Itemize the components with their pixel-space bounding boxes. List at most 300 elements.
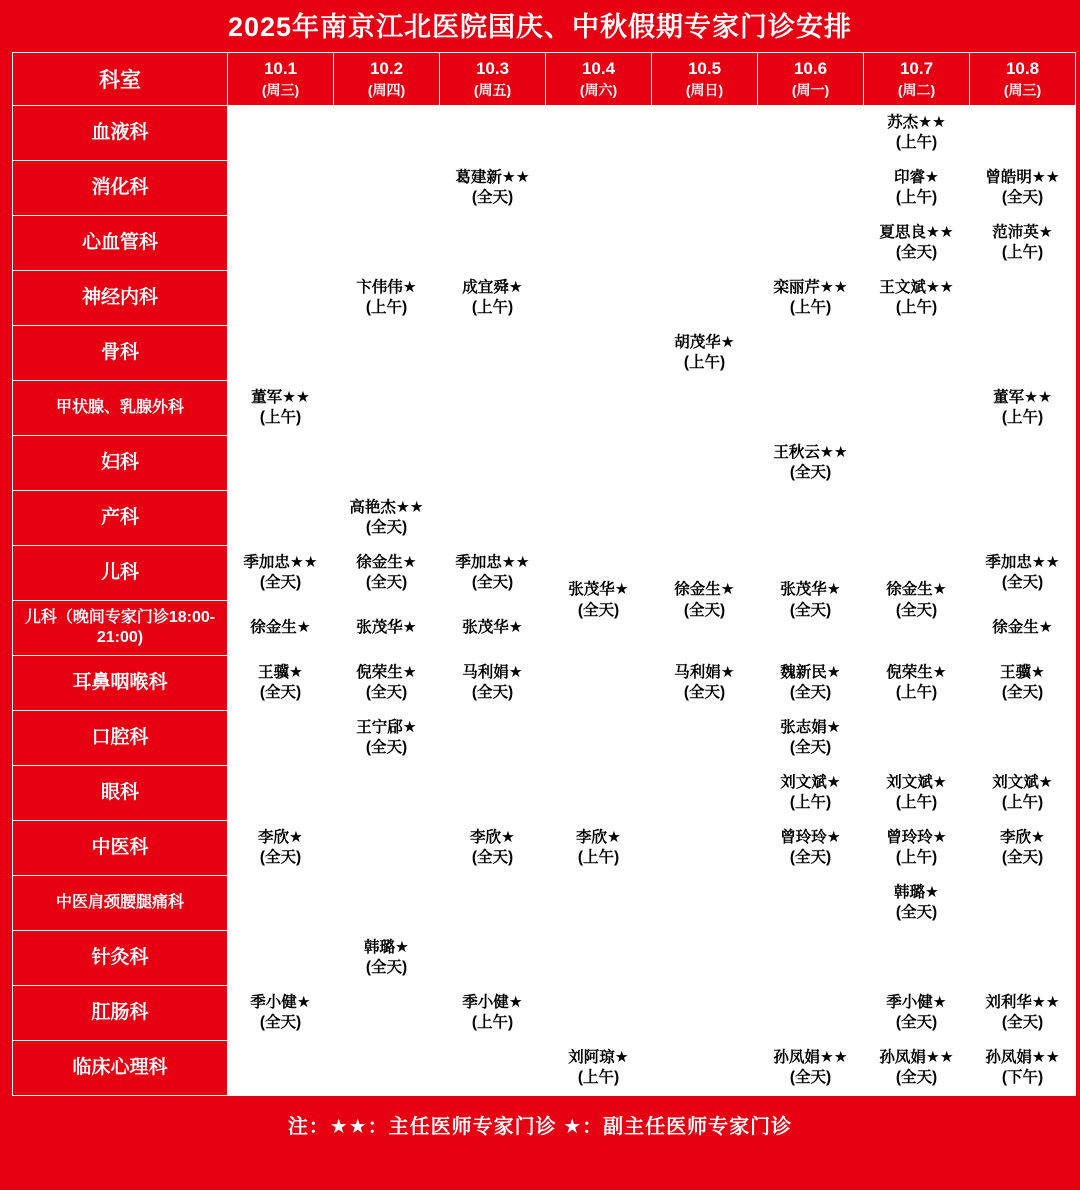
schedule-cell xyxy=(758,711,864,766)
schedule-cell xyxy=(652,271,758,326)
doctor-name: 张茂华★ xyxy=(462,618,523,636)
schedule-cell xyxy=(440,601,546,656)
session-time: (上午) xyxy=(577,849,620,866)
doctor-name: 季小健★ xyxy=(886,993,947,1011)
department-label: 中医肩颈腰腿痛科 xyxy=(13,876,228,931)
weekday-label-4: (周六) xyxy=(579,82,618,99)
schedule-cell xyxy=(970,381,1076,436)
table-row xyxy=(13,711,1076,766)
doctor-name: 夏思良★★ xyxy=(879,223,954,241)
schedule-cell xyxy=(864,546,970,656)
schedule-cell xyxy=(652,876,758,931)
schedule-cell xyxy=(970,656,1076,711)
schedule-cell xyxy=(228,931,334,986)
table-row xyxy=(13,381,1076,436)
doctor-name: 王骥★ xyxy=(1000,663,1045,681)
session-time: (上午) xyxy=(471,1014,514,1031)
session-time: (全天) xyxy=(1001,849,1044,866)
date-label-6: 10.6 xyxy=(793,59,828,79)
department-label: 儿科（晚间专家门诊18:00-21:00) xyxy=(13,601,228,656)
session-time: (上午) xyxy=(471,299,514,316)
schedule-cell xyxy=(652,711,758,766)
session-time: (全天) xyxy=(365,739,408,756)
schedule-cell xyxy=(440,546,546,601)
schedule-cell xyxy=(758,546,864,656)
department-label: 神经内科 xyxy=(13,271,228,326)
schedule-cell xyxy=(758,656,864,711)
session-time: (全天) xyxy=(471,849,514,866)
session-time: (上午) xyxy=(365,299,408,316)
department-label: 血液科 xyxy=(13,106,228,161)
schedule-cell xyxy=(652,161,758,216)
doctor-name: 季加忠★★ xyxy=(985,553,1060,571)
table-row xyxy=(13,436,1076,491)
doctor-name: 苏杰★★ xyxy=(887,113,946,131)
schedule-cell xyxy=(440,766,546,821)
session-time: (全天) xyxy=(471,684,514,701)
session-time: (全天) xyxy=(789,464,832,481)
doctor-name: 倪荣生★ xyxy=(356,663,417,681)
session-time: (上午) xyxy=(895,134,938,151)
schedule-cell xyxy=(864,986,970,1041)
table-row xyxy=(13,491,1076,546)
schedule-cell xyxy=(864,271,970,326)
schedule-cell xyxy=(970,106,1076,161)
doctor-name: 徐金生★ xyxy=(674,581,735,599)
schedule-cell xyxy=(546,216,652,271)
session-time: (全天) xyxy=(1001,189,1044,206)
weekday-label-6: (周一) xyxy=(791,82,830,99)
table-row xyxy=(13,271,1076,326)
schedule-cell xyxy=(970,326,1076,381)
doctor-name: 张志娟★ xyxy=(780,718,841,736)
schedule-cell xyxy=(758,436,864,491)
schedule-cell xyxy=(864,216,970,271)
doctor-name: 曾玲玲★ xyxy=(780,828,841,846)
column-header-date-4 xyxy=(546,53,652,106)
schedule-cell xyxy=(228,271,334,326)
schedule-cell xyxy=(440,491,546,546)
department-label: 眼科 xyxy=(13,766,228,821)
department-label: 儿科 xyxy=(13,546,228,601)
schedule-cell xyxy=(440,161,546,216)
schedule-cell xyxy=(440,271,546,326)
schedule-cell xyxy=(758,986,864,1041)
schedule-cell xyxy=(864,381,970,436)
schedule-cell xyxy=(440,106,546,161)
schedule-cell xyxy=(864,161,970,216)
schedule-cell xyxy=(228,106,334,161)
schedule-cell xyxy=(546,381,652,436)
schedule-cell xyxy=(758,271,864,326)
schedule-cell xyxy=(546,711,652,766)
doctor-name: 刘阿琼★ xyxy=(568,1048,629,1066)
schedule-cell xyxy=(334,381,440,436)
schedule-cell xyxy=(334,876,440,931)
schedule-cell xyxy=(970,546,1076,601)
schedule-cell xyxy=(228,491,334,546)
doctor-name: 孙凤娟★★ xyxy=(773,1048,848,1066)
schedule-cell xyxy=(864,106,970,161)
schedule-cell xyxy=(970,601,1076,656)
department-label: 心血管科 xyxy=(13,216,228,271)
weekday-label-7: (周二) xyxy=(897,82,936,99)
schedule-cell xyxy=(864,821,970,876)
date-label-8: 10.8 xyxy=(1005,59,1040,79)
session-time: (全天) xyxy=(259,574,302,591)
schedule-cell xyxy=(652,766,758,821)
session-time: (全天) xyxy=(789,1069,832,1086)
date-label-4: 10.4 xyxy=(581,59,616,79)
doctor-name: 徐金生★ xyxy=(886,581,947,599)
schedule-cell xyxy=(228,1041,334,1096)
column-header-department: 科室 xyxy=(13,53,228,106)
schedule-cell xyxy=(970,931,1076,986)
schedule-cell xyxy=(970,216,1076,271)
table-row xyxy=(13,986,1076,1041)
session-time: (全天) xyxy=(365,574,408,591)
schedule-cell xyxy=(758,491,864,546)
schedule-cell xyxy=(864,711,970,766)
date-label-2: 10.2 xyxy=(369,59,404,79)
doctor-name: 曾玲玲★ xyxy=(886,828,947,846)
session-time: (全天) xyxy=(683,601,726,619)
schedule-cell xyxy=(546,931,652,986)
schedule-cell xyxy=(652,986,758,1041)
schedule-cell xyxy=(546,106,652,161)
session-time: (全天) xyxy=(789,739,832,756)
schedule-cell xyxy=(334,216,440,271)
schedule-cell xyxy=(228,381,334,436)
schedule-cell xyxy=(228,876,334,931)
doctor-name: 马利娟★ xyxy=(674,663,735,681)
schedule-cell xyxy=(970,711,1076,766)
session-time: (上午) xyxy=(259,409,302,426)
department-label: 妇科 xyxy=(13,436,228,491)
doctor-name: 王文斌★★ xyxy=(879,278,954,296)
table-row xyxy=(13,931,1076,986)
header-row xyxy=(13,53,1076,106)
schedule-cell xyxy=(546,766,652,821)
session-time: (上午) xyxy=(683,354,726,371)
session-time: (全天) xyxy=(895,1014,938,1031)
doctor-name: 张茂华★ xyxy=(568,581,629,599)
session-time: (全天) xyxy=(895,601,938,619)
schedule-cell xyxy=(652,216,758,271)
table-row xyxy=(13,326,1076,381)
session-time: (全天) xyxy=(789,601,832,619)
doctor-name: 张茂华★ xyxy=(356,618,417,636)
schedule-cell xyxy=(334,711,440,766)
schedule-cell xyxy=(970,161,1076,216)
table-row xyxy=(13,656,1076,711)
schedule-cell xyxy=(652,546,758,656)
session-time: (上午) xyxy=(895,299,938,316)
schedule-cell xyxy=(334,271,440,326)
schedule-cell xyxy=(334,931,440,986)
schedule-cell xyxy=(440,656,546,711)
schedule-cell xyxy=(334,766,440,821)
doctor-name: 李欣★ xyxy=(1000,828,1045,846)
schedule-cell xyxy=(228,711,334,766)
date-label-3: 10.3 xyxy=(475,59,510,79)
schedule-cell xyxy=(228,326,334,381)
department-label: 口腔科 xyxy=(13,711,228,766)
legend-note: 注：★★：主任医师专家门诊 ★：副主任医师专家门诊 xyxy=(287,1116,793,1138)
table-body xyxy=(13,106,1076,1096)
doctor-name: 葛建新★★ xyxy=(455,168,530,186)
weekday-label-2: (周四) xyxy=(367,82,406,99)
session-time: (上午) xyxy=(895,684,938,701)
schedule-cell xyxy=(652,491,758,546)
schedule-cell xyxy=(652,381,758,436)
schedule-cell xyxy=(440,1041,546,1096)
doctor-name: 刘文斌★ xyxy=(780,773,841,791)
doctor-name: 范沛英★ xyxy=(992,223,1053,241)
session-time: (全天) xyxy=(259,849,302,866)
doctor-name: 季加忠★★ xyxy=(455,553,530,571)
schedule-cell xyxy=(546,821,652,876)
schedule-cell xyxy=(228,821,334,876)
schedule-cell xyxy=(864,1041,970,1096)
department-label: 骨科 xyxy=(13,326,228,381)
schedule-cell xyxy=(970,1041,1076,1096)
schedule-cell xyxy=(758,766,864,821)
schedule-cell xyxy=(652,436,758,491)
schedule-cell xyxy=(970,436,1076,491)
doctor-name: 曾皓明★★ xyxy=(985,168,1060,186)
doctor-name: 孙凤娟★★ xyxy=(879,1048,954,1066)
schedule-cell xyxy=(228,216,334,271)
session-time: (全天) xyxy=(577,601,620,619)
schedule-cell xyxy=(864,656,970,711)
schedule-cell xyxy=(440,986,546,1041)
schedule-cell xyxy=(228,546,334,601)
doctor-name: 成宜舜★ xyxy=(462,278,523,296)
schedule-cell xyxy=(334,326,440,381)
schedule-cell xyxy=(864,931,970,986)
department-label: 甲状腺、乳腺外科 xyxy=(13,381,228,436)
department-label: 中医科 xyxy=(13,821,228,876)
schedule-cell xyxy=(334,986,440,1041)
schedule-cell xyxy=(970,271,1076,326)
doctor-name: 韩璐★ xyxy=(894,883,939,901)
schedule-cell xyxy=(440,711,546,766)
column-header-date-8 xyxy=(970,53,1076,106)
session-time: (全天) xyxy=(683,684,726,701)
column-header-date-5 xyxy=(652,53,758,106)
schedule-cell xyxy=(970,491,1076,546)
session-time: (全天) xyxy=(895,904,938,921)
department-label: 临床心理科 xyxy=(13,1041,228,1096)
session-time: (上午) xyxy=(789,794,832,811)
doctor-name: 董军★★ xyxy=(993,388,1052,406)
schedule-cell xyxy=(334,106,440,161)
schedule-cell xyxy=(758,216,864,271)
doctor-name: 韩璐★ xyxy=(364,938,409,956)
date-label-7: 10.7 xyxy=(899,59,934,79)
schedule-cell xyxy=(334,601,440,656)
schedule-cell xyxy=(546,436,652,491)
table-row xyxy=(13,106,1076,161)
schedule-cell xyxy=(334,821,440,876)
schedule-cell xyxy=(546,546,652,656)
session-time: (全天) xyxy=(1001,574,1044,591)
doctor-name: 印睿★ xyxy=(894,168,939,186)
column-header-date-2 xyxy=(334,53,440,106)
schedule-cell xyxy=(970,876,1076,931)
session-time: (下午) xyxy=(1001,1069,1044,1086)
schedule-cell xyxy=(970,766,1076,821)
schedule-cell xyxy=(652,1041,758,1096)
doctor-name: 刘利华★★ xyxy=(985,993,1060,1011)
schedule-cell xyxy=(758,381,864,436)
session-time: (上午) xyxy=(1001,244,1044,261)
doctor-name: 马利娟★ xyxy=(462,663,523,681)
schedule-cell xyxy=(228,986,334,1041)
column-header-date-3 xyxy=(440,53,546,106)
schedule-cell xyxy=(652,326,758,381)
doctor-name: 王宁郈★ xyxy=(356,718,417,736)
schedule-cell xyxy=(864,766,970,821)
schedule-cell xyxy=(546,161,652,216)
schedule-cell xyxy=(758,931,864,986)
table-row xyxy=(13,546,1076,601)
doctor-name: 王秋云★★ xyxy=(773,443,848,461)
table-row xyxy=(13,821,1076,876)
column-header-date-7 xyxy=(864,53,970,106)
session-time: (全天) xyxy=(895,1069,938,1086)
doctor-name: 魏新民★ xyxy=(780,663,841,681)
session-time: (全天) xyxy=(1001,684,1044,701)
department-label: 消化科 xyxy=(13,161,228,216)
session-time: (上午) xyxy=(577,1069,620,1086)
column-header-date-6 xyxy=(758,53,864,106)
table-row xyxy=(13,1041,1076,1096)
doctor-name: 李欣★ xyxy=(470,828,515,846)
page-title: 2025年南京江北医院国庆、中秋假期专家门诊安排 xyxy=(227,12,853,42)
schedule-cell xyxy=(334,161,440,216)
session-time: (全天) xyxy=(365,684,408,701)
doctor-name: 王骥★ xyxy=(258,663,303,681)
doctor-name: 卞伟伟★ xyxy=(356,278,417,296)
session-time: (全天) xyxy=(471,189,514,206)
doctor-name: 徐金生★ xyxy=(356,553,417,571)
schedule-cell xyxy=(228,161,334,216)
session-time: (全天) xyxy=(789,684,832,701)
session-time: (全天) xyxy=(365,959,408,976)
doctor-name: 张茂华★ xyxy=(780,581,841,599)
session-time: (全天) xyxy=(1001,1014,1044,1031)
schedule-cell xyxy=(334,436,440,491)
weekday-label-3: (周五) xyxy=(473,82,512,99)
schedule-cell xyxy=(546,656,652,711)
schedule-cell xyxy=(546,876,652,931)
schedule-cell xyxy=(228,766,334,821)
table-header xyxy=(13,53,1076,106)
schedule-cell xyxy=(652,931,758,986)
schedule-cell xyxy=(546,271,652,326)
schedule-cell xyxy=(864,436,970,491)
schedule-cell xyxy=(864,876,970,931)
schedule-cell xyxy=(440,326,546,381)
session-time: (全天) xyxy=(895,244,938,261)
doctor-name: 徐金生★ xyxy=(992,618,1053,636)
table-row xyxy=(13,216,1076,271)
schedule-cell xyxy=(546,491,652,546)
schedule-cell xyxy=(652,821,758,876)
schedule-cell xyxy=(758,161,864,216)
schedule-cell xyxy=(970,821,1076,876)
table-row xyxy=(13,161,1076,216)
weekday-label-5: (周日) xyxy=(685,82,724,99)
schedule-cell xyxy=(758,1041,864,1096)
schedule-cell xyxy=(864,326,970,381)
schedule-cell xyxy=(758,106,864,161)
session-time: (上午) xyxy=(895,794,938,811)
department-label: 耳鼻咽喉科 xyxy=(13,656,228,711)
session-time: (上午) xyxy=(895,189,938,206)
session-time: (全天) xyxy=(471,574,514,591)
schedule-cell xyxy=(652,656,758,711)
doctor-name: 徐金生★ xyxy=(250,618,311,636)
schedule-cell xyxy=(334,546,440,601)
doctor-name: 高艳杰★★ xyxy=(349,498,424,516)
doctor-name: 季小健★ xyxy=(250,993,311,1011)
schedule-cell xyxy=(334,491,440,546)
session-time: (全天) xyxy=(259,1014,302,1031)
doctor-name: 刘文斌★ xyxy=(992,773,1053,791)
department-label: 针灸科 xyxy=(13,931,228,986)
doctor-name: 刘文斌★ xyxy=(886,773,947,791)
doctor-name: 胡茂华★ xyxy=(674,333,735,351)
session-time: (上午) xyxy=(1001,794,1044,811)
weekday-label-1: (周三) xyxy=(261,82,300,99)
schedule-cell xyxy=(652,106,758,161)
doctor-name: 栾丽芹★★ xyxy=(773,278,848,296)
weekday-label-8: (周三) xyxy=(1003,82,1042,99)
department-label: 产科 xyxy=(13,491,228,546)
schedule-cell xyxy=(440,436,546,491)
doctor-name: 季加忠★★ xyxy=(243,553,318,571)
doctor-name: 倪荣生★ xyxy=(886,663,947,681)
schedule-cell xyxy=(546,1041,652,1096)
schedule-cell xyxy=(758,821,864,876)
schedule-cell xyxy=(440,931,546,986)
schedule-table xyxy=(12,52,1076,1096)
schedule-cell xyxy=(546,326,652,381)
schedule-cell xyxy=(758,876,864,931)
session-time: (全天) xyxy=(365,519,408,536)
date-label-5: 10.5 xyxy=(687,59,722,79)
session-time: (上午) xyxy=(895,849,938,866)
schedule-cell xyxy=(228,601,334,656)
schedule-cell xyxy=(758,326,864,381)
schedule-cell xyxy=(334,1041,440,1096)
session-time: (全天) xyxy=(789,849,832,866)
doctor-name: 孙凤娟★★ xyxy=(985,1048,1060,1066)
doctor-name: 季小健★ xyxy=(462,993,523,1011)
schedule-cell xyxy=(228,436,334,491)
schedule-cell xyxy=(864,491,970,546)
schedule-cell xyxy=(970,986,1076,1041)
session-time: (上午) xyxy=(1001,409,1044,426)
schedule-cell xyxy=(440,216,546,271)
date-label-1: 10.1 xyxy=(263,59,298,79)
session-time: (全天) xyxy=(259,684,302,701)
table-row xyxy=(13,876,1076,931)
schedule-cell xyxy=(440,876,546,931)
